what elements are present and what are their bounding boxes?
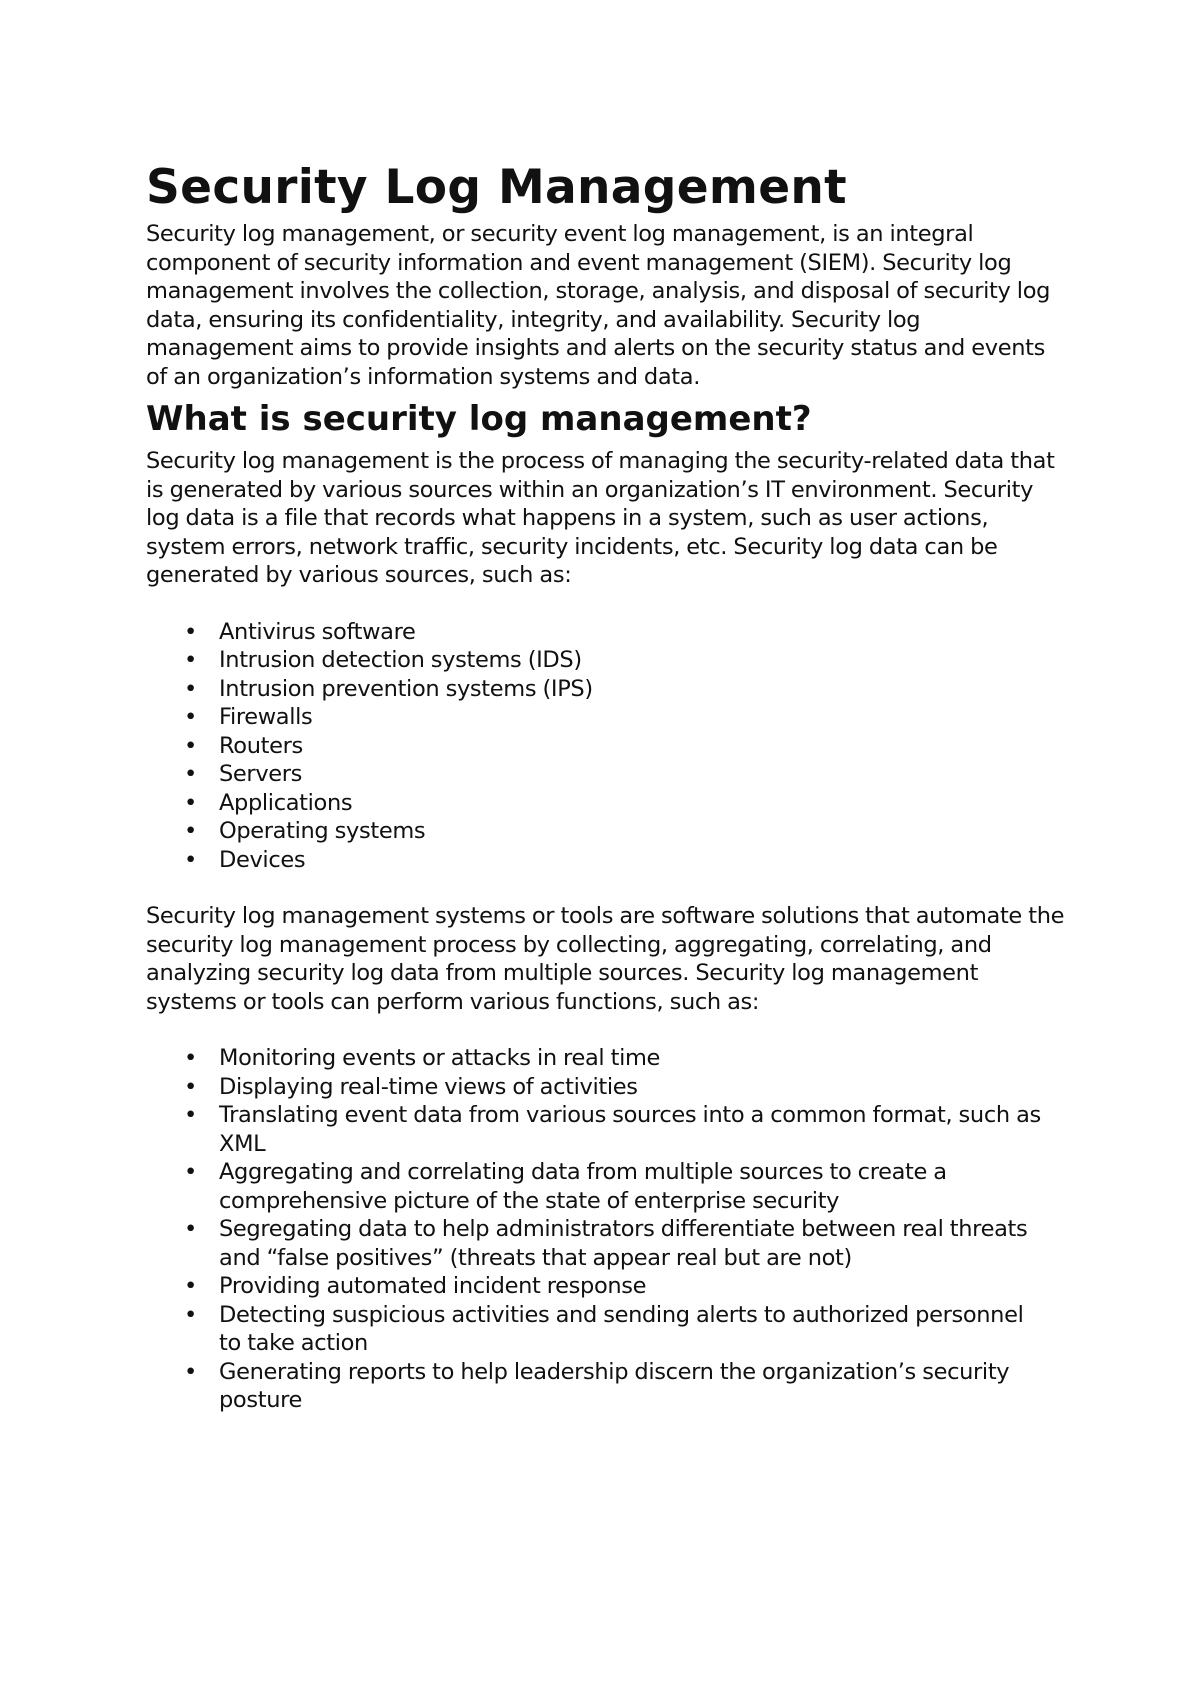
log-sources-list (146, 618, 1066, 875)
list-item: • Displaying real-time views of activities (184, 1073, 638, 1100)
bullet-icon: • (184, 1102, 197, 1128)
list-item: • Applications (184, 789, 353, 816)
bullet-icon: • (184, 846, 197, 873)
list-item: • Providing automated incident response (184, 1273, 647, 1299)
list-item: • Translating event data from various sources into a common format, such as XML (184, 1102, 1041, 1157)
document-title: Security Log Management (146, 160, 847, 215)
list-item: • Firewalls (184, 704, 313, 730)
list-item: • Servers (184, 761, 303, 787)
bullet-icon: • (184, 1045, 197, 1071)
bullet-icon: • (184, 647, 197, 673)
list-item: • Routers (184, 732, 303, 759)
bullet-icon: • (184, 818, 197, 844)
document-page (146, 160, 1066, 1443)
bullet-icon: • (184, 789, 197, 816)
section-heading: What is security log management? (146, 399, 812, 439)
bullet-icon: • (184, 1216, 197, 1242)
bullet-icon: • (184, 618, 197, 645)
list-item: • Intrusion detection systems (IDS) (184, 647, 582, 673)
list-item: • Segregating data to help administrators differentiate between real threats and “false positives” (threats that appear real but are not) (184, 1216, 1028, 1271)
section-paragraph-2: Security log management systems or tools are software solutions that automate the security log management process by collecting, aggregating, correlating, and analyzing security log data from multiple sources. Security log management systems or tools can perform various functions, such as: (146, 903, 1065, 1015)
bullet-icon: • (184, 1073, 197, 1100)
bullet-icon: • (184, 761, 197, 787)
tool-functions-list (146, 1044, 1066, 1415)
bullet-icon: • (184, 1159, 197, 1185)
list-item: • Detecting suspicious activities and sending alerts to authorized personnel to take action (184, 1301, 1024, 1356)
bullet-icon: • (184, 732, 197, 759)
list-item: • Intrusion prevention systems (IPS) (184, 675, 593, 702)
list-item: • Monitoring events or attacks in real time (184, 1045, 661, 1071)
bullet-icon: • (184, 704, 197, 730)
bullet-icon: • (184, 1301, 197, 1328)
list-item: • Devices (184, 846, 306, 873)
bullet-icon: • (184, 1273, 197, 1299)
list-item: • Aggregating and correlating data from multiple sources to create a comprehensive picture of the state of enterprise security (184, 1159, 947, 1214)
intro-paragraph: Security log management, or security event log management, is an integral component of security information and event management (SIEM). Security log management involves the collection, storage, analysis, and disposal of security log data, ensuring its confidentiality, integrity, and availability. Security log management aims to provide insights and alerts on the security status and events of an organization’s information systems and data. (146, 221, 1051, 390)
section-paragraph-1: Security log management is the process of managing the security-related data that is generated by various sources within an organization’s IT environment. Security log data is a file that records what happens in a system, such as user actions, system errors, network traffic, security incidents, etc. Security log data can be generated by various sources, such as: (146, 448, 1055, 588)
list-item: • Antivirus software (184, 618, 416, 645)
bullet-icon: • (184, 675, 197, 702)
bullet-icon: • (184, 1358, 197, 1385)
list-item: • Generating reports to help leadership discern the organization’s security posture (184, 1358, 1010, 1413)
list-item: • Operating systems (184, 818, 426, 844)
